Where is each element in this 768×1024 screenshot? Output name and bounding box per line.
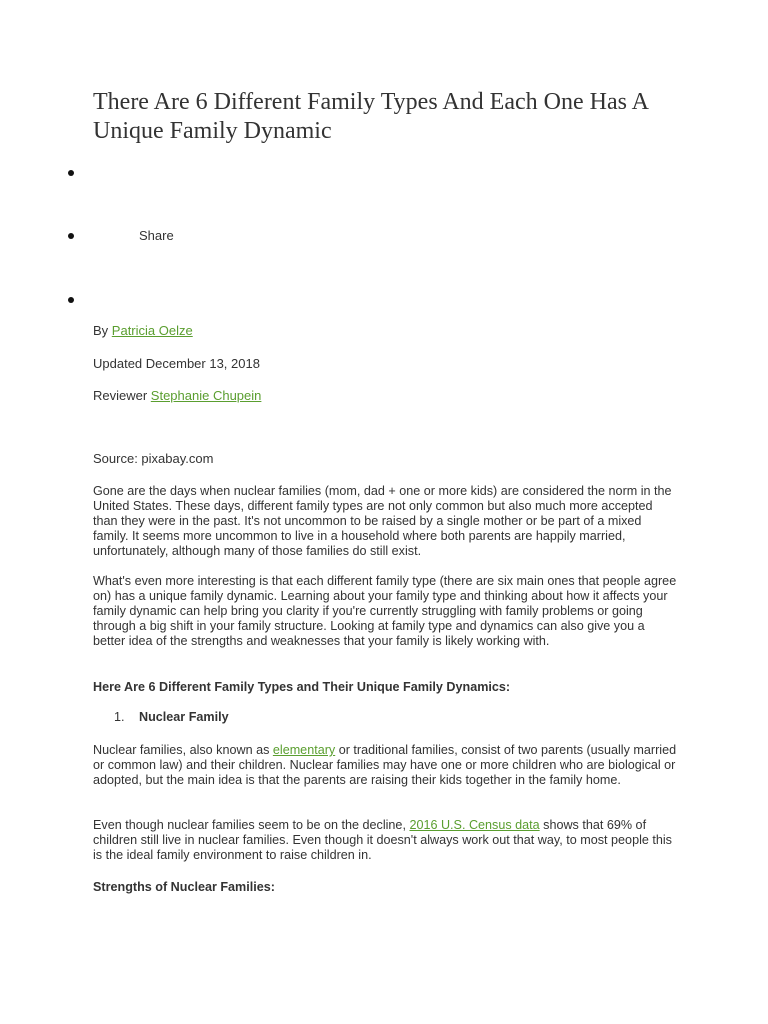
reviewer-prefix: Reviewer <box>93 388 151 403</box>
byline-prefix: By <box>93 323 112 338</box>
byline <box>93 323 193 339</box>
census-paragraph <box>93 818 678 863</box>
section-heading: Here Are 6 Different Family Types and Their Unique Family Dynamics: <box>93 680 511 694</box>
nuclear-definition-paragraph <box>93 743 678 788</box>
bullet-dot-icon <box>68 170 74 176</box>
reviewer-link[interactable]: Stephanie Chupein <box>150 388 262 403</box>
share-item-2[interactable] <box>68 233 76 241</box>
updated-date: Updated December 13, 2018 <box>93 356 260 371</box>
bullet-dot-icon <box>68 297 74 303</box>
census-data-link[interactable]: 2016 U.S. Census data <box>409 818 540 832</box>
image-source: Source: pixabay.com <box>93 451 214 466</box>
para3-text-start: Nuclear families, also known as <box>93 743 273 757</box>
share-button[interactable]: Share <box>139 228 174 243</box>
elementary-link[interactable]: elementary <box>272 743 336 757</box>
para3-text-end: or traditional families, consist of two parents (usually married or common law) and their children. Nuclear families may have one or more children who are biological or adopted, but the main idea is that the parents are raising their kids together in the family home. <box>93 743 677 787</box>
para4-text-start: Even though nuclear families seem to be on the decline, <box>93 818 410 832</box>
reviewer-line <box>93 388 261 404</box>
article-title: There Are 6 Different Family Types And Each One Has A Unique Family Dynamic <box>93 89 648 144</box>
list-number: 1. <box>114 710 125 724</box>
bullet-dot-icon <box>68 233 74 239</box>
strengths-heading: Strengths of Nuclear Families: <box>93 880 275 894</box>
dynamics-paragraph: What's even more interesting is that each different family type (there are six main ones that people agree on) has a unique family dynamic. Learning about your family type and thinking about how it affects your family dynamic can help bring you clarity if you're currently struggling with family problems or going through a big shift in your family structure. Looking at family type and dynamics can also give you a better idea of the strengths and weaknesses that your family is likely working with. <box>93 574 677 648</box>
list-item-label: Nuclear Family <box>139 710 229 724</box>
share-item-1[interactable] <box>68 170 76 178</box>
intro-paragraph: Gone are the days when nuclear families (mom, dad + one or more kids) are considered the norm in the United States. These days, different family types are not only common but also much more accepted than they were in the past. It's not uncommon to be raised by a single mother or be part of a mixed family. It seems more uncommon to live in a household where both parents are happily married, unfortunately, although many of those families do still exist. <box>93 484 672 558</box>
share-item-3[interactable] <box>68 297 76 305</box>
author-link[interactable]: Patricia Oelze <box>111 323 193 338</box>
para4-text-end: shows that 69% of children still live in nuclear families. Even though it doesn't always work out that way, to most people this is the ideal family environment to raise children in. <box>93 818 672 862</box>
